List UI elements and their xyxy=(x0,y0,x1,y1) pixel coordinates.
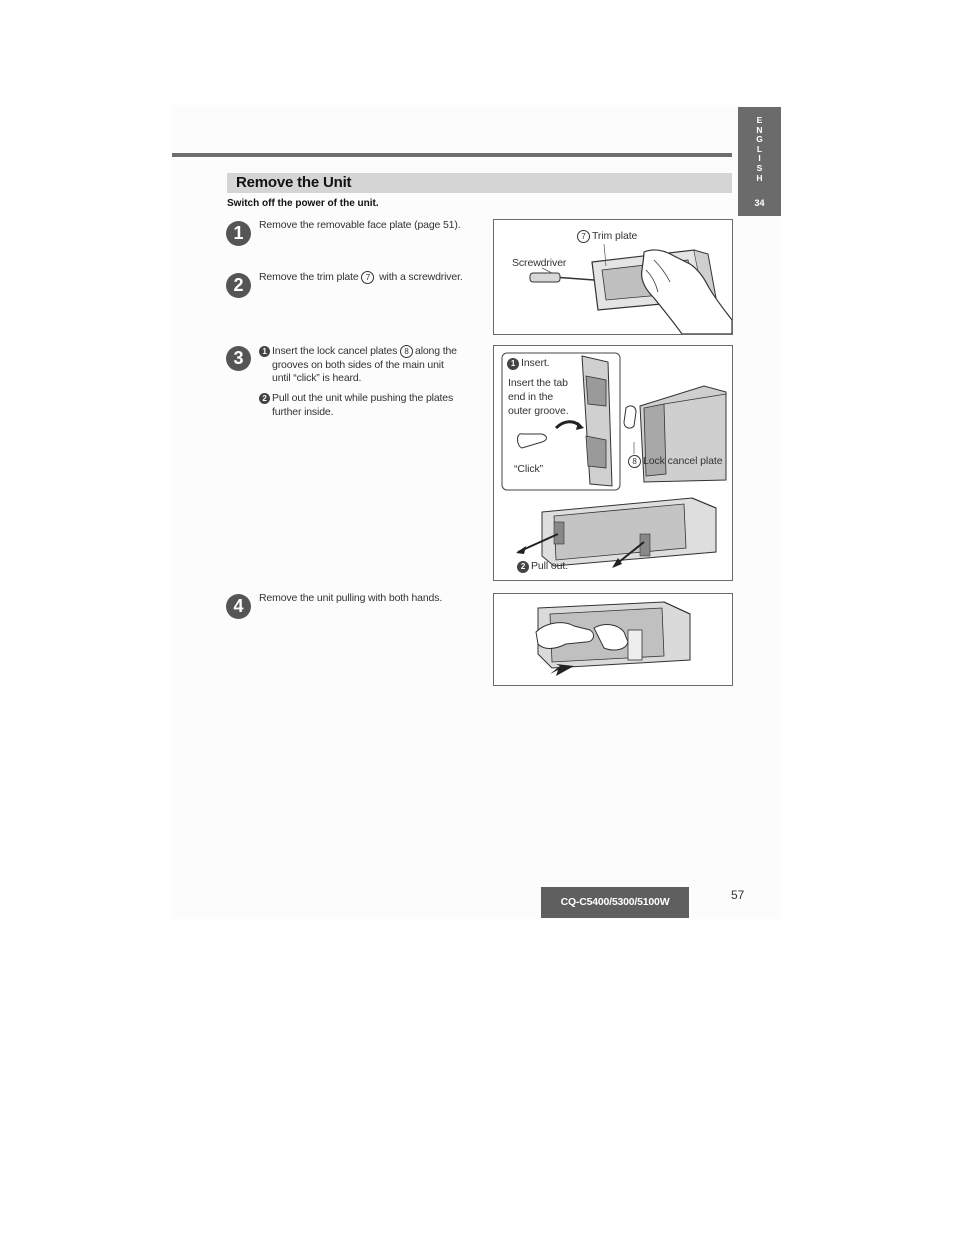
step-4-number: 4 xyxy=(226,594,251,619)
trim-plate-ref-badge: 7 xyxy=(361,271,374,284)
language-letter: N xyxy=(756,124,763,135)
language-letter: H xyxy=(756,172,763,183)
sub-step-1-line-3: until “click” is heard. xyxy=(272,372,362,385)
sub-step-1-badge: 1 xyxy=(259,346,270,357)
page-number: 57 xyxy=(731,888,745,902)
lock-cancel-plate-ref-badge: 8 xyxy=(400,345,413,358)
step-1-number: 1 xyxy=(226,221,251,246)
language-tab-letters xyxy=(738,107,781,183)
step-3-sub-2-line-1 xyxy=(259,392,469,406)
insert-callout-text: Insert. xyxy=(521,357,550,369)
step-2-text-before: Remove the trim plate xyxy=(259,271,359,283)
lock-cancel-plate-callout xyxy=(628,455,722,468)
figure-lock-cancel-plates xyxy=(493,345,733,581)
step-2-number: 2 xyxy=(226,273,251,298)
top-rule xyxy=(172,153,732,157)
section-subtitle: Switch off the power of the unit. xyxy=(227,198,379,209)
insert-callout-badge: 1 xyxy=(507,358,519,370)
model-number-box: CQ-C5400/5300/5100W xyxy=(541,887,689,918)
step-1-text: Remove the removable face plate (page 51). xyxy=(259,219,461,231)
figure-trim-plate xyxy=(493,219,733,335)
sub-step-1-line-1b: along the xyxy=(415,345,457,357)
sub-step-1-line-2: grooves on both sides of the main unit xyxy=(272,358,444,371)
language-letter: G xyxy=(756,134,763,145)
language-letter: I xyxy=(758,153,761,164)
insert-description-line-3: outer groove. xyxy=(508,405,569,417)
insert-description-line-2: end in the xyxy=(508,391,554,403)
language-tab xyxy=(738,107,781,216)
insert-description xyxy=(508,376,569,418)
trim-plate-callout xyxy=(577,230,637,243)
step-4-text: Remove the unit pulling with both hands. xyxy=(259,592,443,604)
language-letter: L xyxy=(756,143,763,154)
trim-plate-callout-text: Trim plate xyxy=(592,230,638,242)
language-letter: S xyxy=(756,162,763,173)
step-3-sub-1-line-1 xyxy=(259,345,469,359)
sub-step-2-line-1: Pull out the unit while pushing the plates xyxy=(272,392,454,404)
pull-out-callout xyxy=(517,560,568,573)
step-2-text-after: with a screwdriver. xyxy=(379,271,463,283)
step-3-number: 3 xyxy=(226,346,251,371)
sub-step-2-badge: 2 xyxy=(259,393,270,404)
insert-description-line-1: Insert the tab xyxy=(508,377,568,389)
figure-pull-unit xyxy=(493,593,733,686)
pull-out-callout-badge: 2 xyxy=(517,561,529,573)
trim-plate-callout-badge: 7 xyxy=(577,230,590,243)
insert-callout xyxy=(507,357,549,370)
click-callout: “Click” xyxy=(514,463,544,475)
step-2-text xyxy=(259,271,463,285)
step-3-sub-1 xyxy=(259,345,469,386)
screwdriver-callout: Screwdriver xyxy=(512,257,567,269)
lock-cancel-plate-callout-badge: 8 xyxy=(628,455,641,468)
step-3-sub-2 xyxy=(259,392,469,419)
lock-cancel-plate-callout-text: Lock cancel plate xyxy=(643,455,723,467)
pull-out-callout-text: Pull out. xyxy=(531,560,569,572)
sub-step-2-line-2: further inside. xyxy=(272,405,334,418)
language-letter: E xyxy=(756,115,763,125)
language-tab-number: 34 xyxy=(754,198,765,209)
section-title: Remove the Unit xyxy=(236,174,352,191)
pull-unit-illustration xyxy=(494,594,732,685)
sub-step-1-line-1a: Insert the lock cancel plates xyxy=(272,345,398,357)
